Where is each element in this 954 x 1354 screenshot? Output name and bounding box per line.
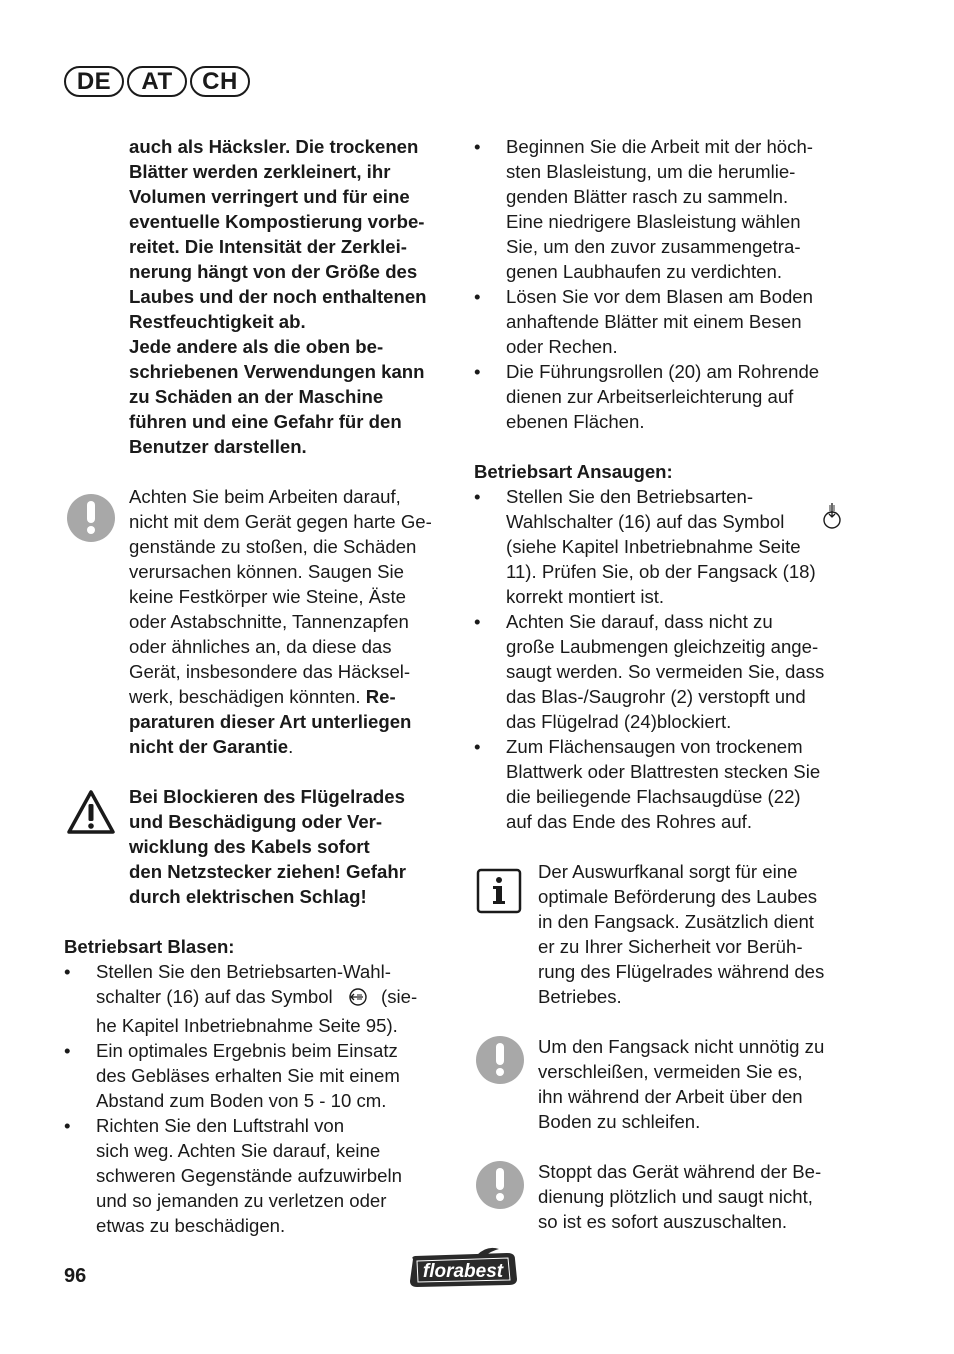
notice-paragraph-1 — [129, 484, 454, 759]
blow-mode-icon — [346, 987, 372, 1013]
text-run: Wahlschalter (16) auf das Symbol — [506, 511, 785, 532]
list-item — [474, 284, 874, 359]
warning-triangle-icon — [66, 789, 116, 841]
text-run: schalter (16) auf das Symbol — [96, 986, 333, 1007]
text-line: (siehe Kapitel Inbetriebnahme Seite — [506, 536, 801, 557]
info-box-icon — [476, 868, 522, 920]
badge-ch: CH — [190, 66, 250, 97]
text-line: er zu Ihrer Sicherheit vor Berüh- — [538, 936, 803, 957]
text-line: korrekt montiert ist. — [506, 586, 665, 607]
brand-logo — [407, 1247, 519, 1295]
text-line: Laubes und der noch enthaltenen — [129, 286, 427, 307]
text-line: nerung hängt von der Größe des — [129, 261, 418, 282]
text-line: Benutzer darstellen. — [129, 436, 307, 457]
text-line: nicht mit dem Gerät gegen harte Ge- — [129, 511, 432, 532]
text-line: etwas zu beschädigen. — [96, 1215, 286, 1236]
text-line: sich weg. Achten Sie darauf, keine — [96, 1140, 381, 1161]
list-item — [64, 959, 459, 1038]
text-line: oder Astabschnitte, Tannenzapfen — [129, 611, 409, 632]
text-line — [96, 984, 459, 1013]
text-line — [129, 734, 454, 759]
bullet: • — [474, 361, 481, 382]
text-line: schriebenen Verwendungen kann — [129, 361, 425, 382]
text-line: in den Fangsack. Zusätzlich dient — [538, 911, 814, 932]
text-line: ihn während der Arbeit über den — [538, 1086, 803, 1107]
warning-paragraph — [129, 784, 459, 909]
page-number: 96 — [64, 1265, 87, 1287]
text-run-bold: Re- — [365, 686, 396, 707]
text-line: so ist es sofort auszuschalten. — [538, 1211, 788, 1232]
section-heading: Betriebsart Blasen: — [64, 936, 235, 957]
bullet: • — [64, 1115, 71, 1136]
text-line: Abstand zum Boden von 5 - 10 cm. — [96, 1090, 387, 1111]
text-line: Gerät, insbesondere das Häcksel- — [129, 661, 411, 682]
suction-mode-icon — [820, 502, 844, 536]
text-line: Zum Flächensaugen von trockenem — [506, 736, 803, 757]
text-line: Restfeuchtigkeit ab. — [129, 311, 306, 332]
text-line: schweren Gegenstände aufzuwirbeln — [96, 1165, 402, 1186]
bullet: • — [474, 736, 481, 757]
text-line: genden Blätter rasch zu sammeln. — [506, 186, 789, 207]
exclamation-circle-icon — [67, 494, 115, 542]
badge-de: DE — [64, 66, 124, 97]
text-line: führen und eine Gefahr für den — [129, 411, 402, 432]
text-line: Stellen Sie den Betriebsarten-Wahl- — [96, 961, 391, 982]
text-run-bold: nicht der Garantie — [129, 736, 289, 757]
text-line: Betriebes. — [538, 986, 622, 1007]
text-line: und Beschädigung oder Ver- — [129, 811, 383, 832]
text-line: das Blas-/Saugrohr (2) verstopft und — [506, 686, 806, 707]
list-item — [474, 484, 874, 609]
bullet: • — [474, 286, 481, 307]
text-line: den Netzstecker ziehen! Gefahr — [129, 861, 406, 882]
text-line: Richten Sie den Luftstrahl von — [96, 1115, 345, 1136]
text-line: und so jemanden zu verletzen oder — [96, 1190, 387, 1211]
text-line: auf das Ende des Rohres auf. — [506, 811, 753, 832]
text-line: Stoppt das Gerät während der Be- — [538, 1161, 822, 1182]
text-line: verursachen können. Saugen Sie — [129, 561, 404, 582]
text-line: eventuelle Kompostierung vorbe- — [129, 211, 425, 232]
bullet: • — [474, 611, 481, 632]
list-item — [474, 609, 874, 734]
bullet: • — [64, 1040, 71, 1061]
text-line: große Laubmengen gleichzeitig ange- — [506, 636, 819, 657]
text-line: zu Schäden an der Maschine — [129, 386, 384, 407]
list-item — [64, 1113, 459, 1238]
text-line: Volumen verringert und für eine — [129, 186, 410, 207]
list-item — [474, 734, 874, 834]
country-badges — [64, 66, 253, 97]
text-line: Die Führungsrollen (20) am Rohrende — [506, 361, 820, 382]
text-line: Der Auswurfkanal sorgt für eine — [538, 861, 798, 882]
text-line: oder ähnliches an, da diese das — [129, 636, 392, 657]
text-line: optimale Beförderung des Laubes — [538, 886, 818, 907]
notice-paragraph-2 — [538, 1034, 868, 1134]
exclamation-circle-icon — [476, 1161, 524, 1209]
text-run: . — [288, 736, 294, 757]
text-line: oder Rechen. — [506, 336, 618, 357]
text-line: Achten Sie darauf, dass nicht zu — [506, 611, 773, 632]
bullet: • — [474, 486, 481, 507]
exclamation-circle-icon — [476, 1036, 524, 1084]
text-line: durch elektrischen Schlag! — [129, 886, 367, 907]
text-line: Eine niedrigere Blasleistung wählen — [506, 211, 801, 232]
notice-paragraph-3 — [538, 1159, 868, 1234]
text-line: dienen zur Arbeitserleichterung auf — [506, 386, 794, 407]
text-run: werk, beschädigen könnten. — [129, 686, 366, 707]
text-line: genstände zu stoßen, die Schäden — [129, 536, 417, 557]
bullet: • — [474, 136, 481, 157]
right-bullet-list — [474, 134, 874, 434]
text-line: Bei Blockieren des Flügelrades — [129, 786, 405, 807]
text-line: saugt werden. So vermeiden Sie, dass — [506, 661, 825, 682]
text-line: die beiliegende Flachsaugdüse (22) — [506, 786, 801, 807]
text-line: he Kapitel Inbetriebnahme Seite 95). — [96, 1015, 398, 1036]
text-line: ebenen Flächen. — [506, 411, 645, 432]
text-line: Stellen Sie den Betriebsarten- — [506, 486, 754, 507]
section-ansaugen — [474, 459, 874, 834]
text-line: keine Festkörper wie Steine, Äste — [129, 586, 406, 607]
text-line: Boden zu schleifen. — [538, 1111, 701, 1132]
text-line: sten Blasleistung, um die herumlie- — [506, 161, 796, 182]
bullet: • — [64, 961, 71, 982]
text-line: das Flügelrad (24)blockiert. — [506, 711, 732, 732]
text-line: wicklung des Kabels sofort — [129, 836, 370, 857]
list-item — [64, 1038, 459, 1113]
text-line: 11). Prüfen Sie, ob der Fangsack (18) — [506, 561, 816, 582]
text-line: anhaftende Blätter mit einem Besen — [506, 311, 802, 332]
text-line — [129, 684, 454, 709]
info-paragraph — [538, 859, 868, 1009]
text-line: rung des Flügelrades während des — [538, 961, 825, 982]
list-item — [474, 359, 874, 434]
text-line: Blattwerk oder Blattresten stecken Sie — [506, 761, 821, 782]
text-run: (sie- — [381, 986, 418, 1007]
text-line: Ein optimales Ergebnis beim Einsatz — [96, 1040, 398, 1061]
badge-at: AT — [127, 66, 187, 97]
text-line: Blätter werden zerkleinert, ihr — [129, 161, 391, 182]
brand-name: florabest — [422, 1261, 504, 1282]
text-line: Um den Fangsack nicht unnötig zu — [538, 1036, 825, 1057]
list-item — [474, 134, 874, 284]
intro-paragraph — [129, 134, 459, 459]
text-line: genen Laubhaufen zu verdichten. — [506, 261, 783, 282]
text-line: Achten Sie beim Arbeiten darauf, — [129, 486, 401, 507]
text-line: paraturen dieser Art unterliegen — [129, 711, 412, 732]
text-line: des Gebläses erhalten Sie mit einem — [96, 1065, 400, 1086]
section-heading: Betriebsart Ansaugen: — [474, 461, 673, 482]
text-line: Lösen Sie vor dem Blasen am Boden — [506, 286, 813, 307]
text-line: verschleißen, vermeiden Sie es, — [538, 1061, 803, 1082]
text-line — [506, 509, 874, 534]
text-line: auch als Häcksler. Die trockenen — [129, 136, 419, 157]
section-blasen — [64, 934, 459, 1238]
text-line: dienung plötzlich und saugt nicht, — [538, 1186, 813, 1207]
text-line: Beginnen Sie die Arbeit mit der höch- — [506, 136, 813, 157]
text-line: reitet. Die Intensität der Zerklei- — [129, 236, 407, 257]
text-line: Sie, um den zuvor zusammengetra- — [506, 236, 801, 257]
text-line: Jede andere als die oben be- — [129, 336, 384, 357]
